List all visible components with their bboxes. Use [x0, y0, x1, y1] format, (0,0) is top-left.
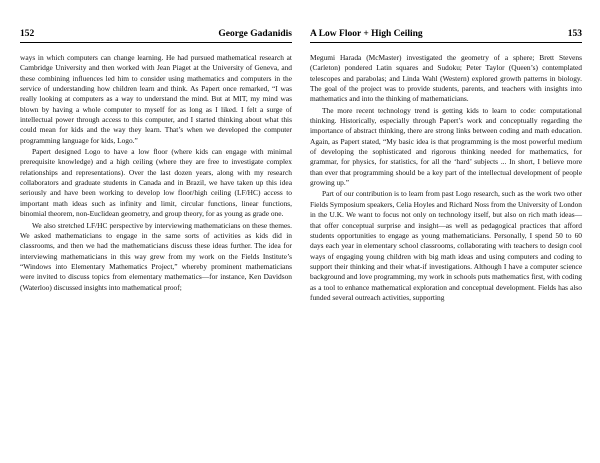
right-page — [310, 28, 582, 458]
right-page-number: 153 — [567, 29, 582, 39]
left-paragraph-1: ways in which computers can change learning. He had pursued mathematical research at Cambridge University and then worked with Jean Piaget at the University of Geneva, and these combining influences led him to consider using mathematics and computers in the service of understanding how children learn and think. As Papert once remarked, “I was really looking at computers as a way to understand the mind. But at MIT, my mind was blown by having a whole computer to myself for as long as I liked. I felt a surge of intellectual power through access to this computer, and I started thinking about what this could mean for kids and the way they learn. That’s when we developed the computer programming language for kids, Logo.” — [20, 53, 292, 145]
right-paragraph-3: Part of our contribution is to learn from past Logo research, such as the work two other Fields Symposium speakers, Celia Hoyles and Richard Noss from the University of London in the U.K. We want to focus not only on technology itself, but also on rich math ideas—that offer conceptual surprise and insight—as well as pedagogical practices that afford students opportunities to engage as young mathematicians. Personally, I spend 50 to 60 days each year in elementary school classrooms, collaborating with teachers to design cool ways of engaging young children with big math ideas and using computers and coding to support their thinking and their what-if investigations. Although I have a computer science background and love programming, my work in schools puts mathematics first, with coding as a tool to enhance mathematical exploration and conceptual development. Fields has also funded several outreach activities, supporting — [310, 189, 582, 302]
left-page-header — [20, 28, 292, 43]
left-page-number: 152 — [20, 29, 35, 39]
left-paragraph-3: We also stretched LF/HC perspective by interviewing mathematicians on these themes. We asked mathematicians to engage in the same sorts of activities as kids did in classrooms, and then we had the mathematicians discuss these ideas further. The idea for interviewing mathematicians in this way grew from my work on the Fields Institute’s “Windows into Elementary Mathematics Project,” whereby prominent mathematicians were invited to discuss topics from elementary mathematics—for instance, Ken Davidson (Waterloo) discussed insights into mathematical proof; — [20, 220, 292, 292]
right-paragraph-1: Megumi Harada (McMaster) investigated the geometry of a sphere; Brett Stevens (Carleton) pondered Latin squares and Sudoku; Peter Taylor (Queen’s) contemplated telescopes and parabolas; and Linda Wahl (Western) explored growth patterns in biology. The goal of the project was to provide students, parents, and teachers with insights into mathematics and into the thinking of mathematicians. — [310, 53, 582, 104]
left-running-head: George Gadanidis — [218, 29, 292, 39]
left-page-body — [20, 53, 292, 293]
left-paragraph-2: Papert designed Logo to have a low floor (where kids can engage with minimal prerequisite knowledge) and a high ceiling (where they are free to investigate complex relationships and representations). Over the last dozen years, along with my research collaborators and graduate students in Canada and in Brazil, we have taken up this idea seriously and have been working to develop low floor/high ceiling (LF/HC) access to important math ideas such as infinity and limit, circular functions, linear functions, binomial theorem, non-Euclidean geometry, and group theory, for as young as grade one. — [20, 147, 292, 219]
right-paragraph-2: The more recent technology trend is getting kids to learn to code: computational thinking. Historically, especially through Papert’s work and conceptually regarding the importance of abstract thinking, there are strong links between coding and math education. Again, as Papert stated, “My basic idea is that programming is the most powerful medium of developing the sophisticated and rigorous thinking needed for mathematics, for grammar, for physics, for statistics, for all the ‘hard’ subjects ... In short, I believe more than ever that programming should be a key part of the intellectual development of people growing up.” — [310, 105, 582, 188]
right-page-header — [310, 28, 582, 43]
left-page — [20, 28, 292, 458]
right-page-body — [310, 53, 582, 303]
right-running-head: A Low Floor + High Ceiling — [310, 29, 423, 39]
